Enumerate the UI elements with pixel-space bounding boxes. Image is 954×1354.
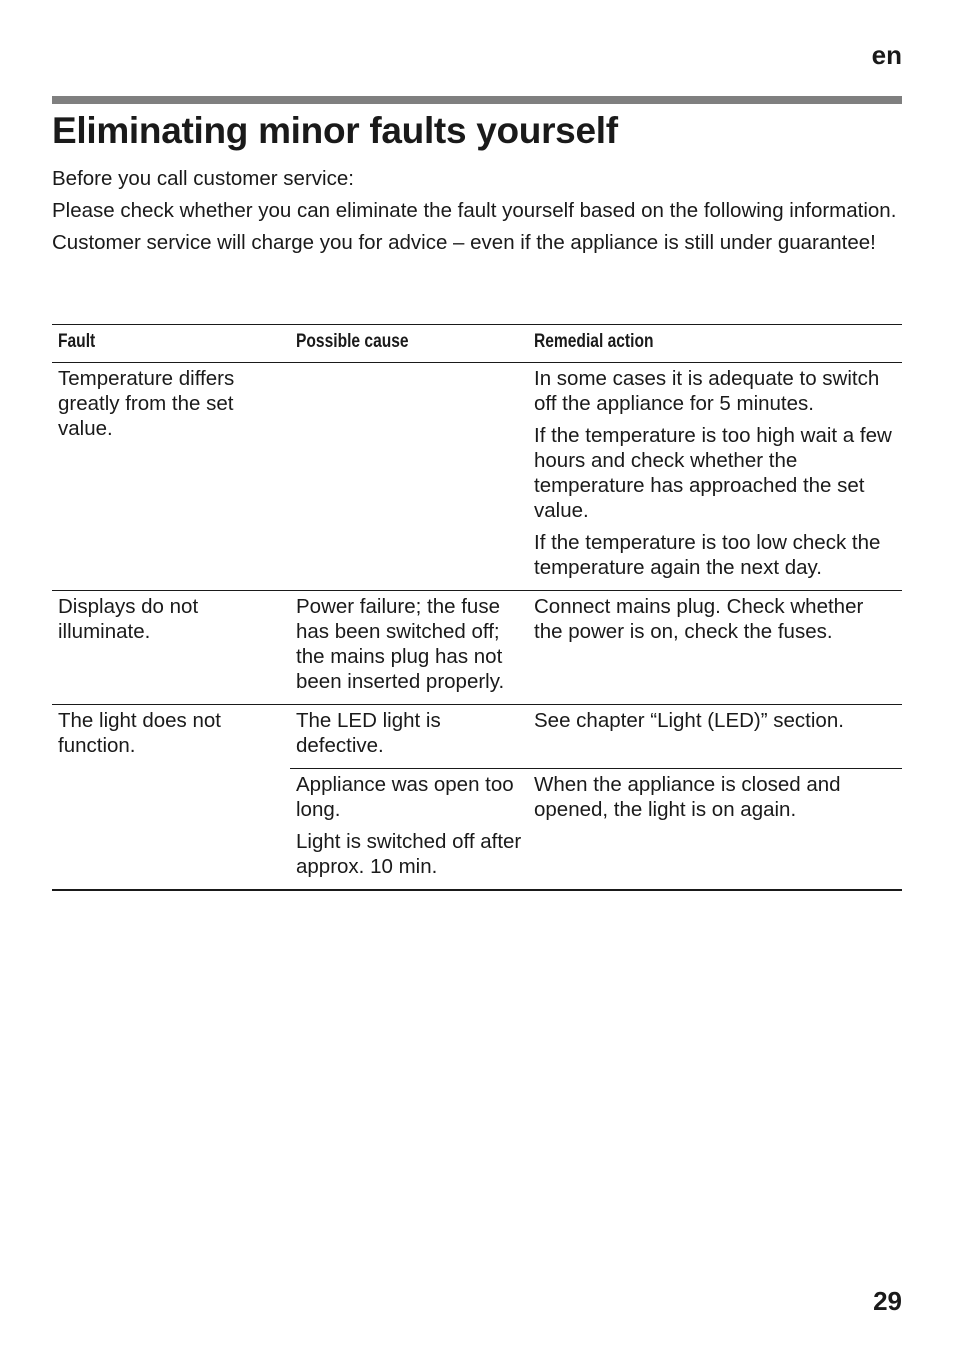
fault-cell: Temperature differs greatly from the set value. <box>52 363 290 591</box>
intro-paragraph: Before you call customer service: <box>52 167 354 190</box>
action-paragraph: If the temperature is too low check the temperature again the next day. <box>534 531 881 579</box>
cause-cell <box>290 769 528 891</box>
fault-table <box>52 324 902 891</box>
cause-paragraph: Light is switched off after approx. 10 min. <box>296 830 522 878</box>
action-paragraph: In some cases it is adequate to switch off the appliance for 5 minutes. <box>534 367 880 415</box>
intro-text <box>52 166 902 262</box>
cause-cell <box>290 363 528 591</box>
action-cell <box>528 363 902 591</box>
action-cell: Connect mains plug. Check whether the power is on, check the fuses. <box>528 591 902 705</box>
table-row <box>52 363 902 591</box>
table-header-row <box>52 325 902 363</box>
header-possible-cause: Possible cause <box>290 325 528 363</box>
cause-cell: The LED light is defective. <box>296 709 441 757</box>
table-row <box>52 705 902 769</box>
language-code: en <box>871 40 902 70</box>
page-number: 29 <box>873 1286 902 1316</box>
fault-cell: Displays do not illuminate. <box>52 591 290 705</box>
intro-paragraph: Customer service will charge you for advice – even if the appliance is still under guarantee! <box>52 231 876 254</box>
header-rule <box>52 96 902 104</box>
cause-cell: Power failure; the fuse has been switched off; the mains plug has not been inserted properly. <box>290 591 528 705</box>
page-title: Eliminating minor faults yourself <box>52 110 618 151</box>
action-paragraph: If the temperature is too high wait a few hours and check whether the temperature has approached the set value. <box>534 424 892 522</box>
intro-paragraph: Please check whether you can eliminate the fault yourself based on the following information. <box>52 199 897 222</box>
fault-cell: The light does not function. <box>52 705 290 891</box>
action-cell: When the appliance is closed and opened, the light is on again. <box>528 769 902 891</box>
cause-paragraph: Appliance was open too long. <box>296 773 514 821</box>
table-row <box>52 591 902 705</box>
action-cell: See chapter “Light (LED)” section. <box>534 709 844 732</box>
header-remedial-action: Remedial action <box>528 325 902 363</box>
header-fault: Fault <box>52 325 290 363</box>
